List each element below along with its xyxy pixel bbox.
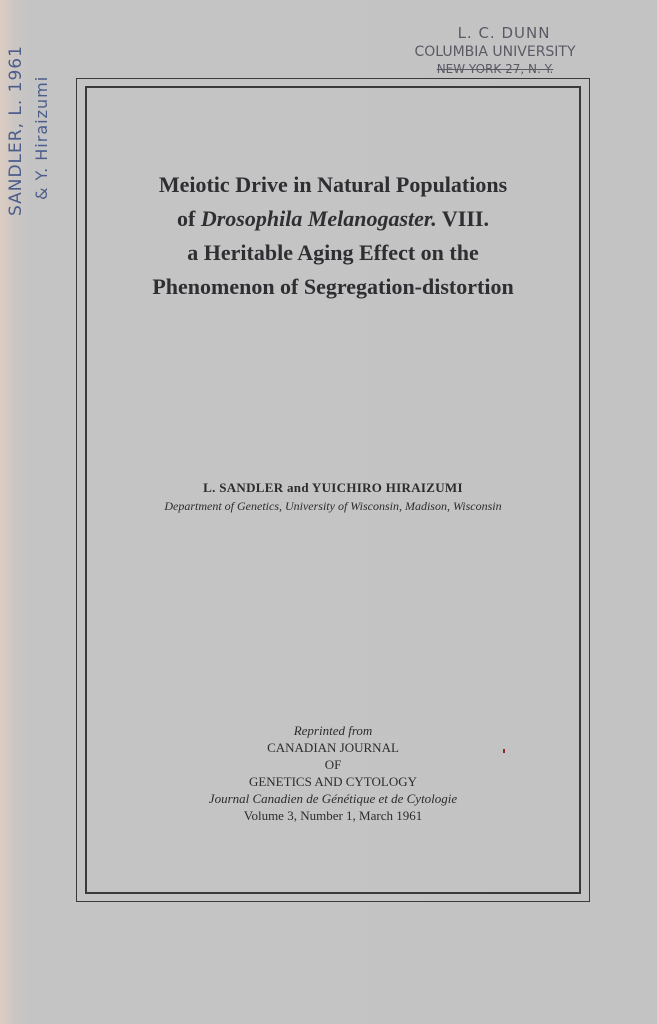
title-species: Drosophila Melanogaster. (200, 206, 437, 231)
journal-french-name: Journal Canadien de Génétique et de Cytologie (208, 791, 458, 806)
title-line-2-prefix: of (177, 206, 201, 231)
ink-mark (503, 749, 505, 753)
reprinted-from: Reprinted from (293, 723, 373, 738)
authors: L. SANDLER and YUICHIRO HIRAIZUMI (203, 480, 463, 495)
journal-name-line-2: OF (324, 757, 342, 772)
volume-info: Volume 3, Number 1, March 1961 (243, 808, 423, 823)
title-line-1: Meiotic Drive in Natural Populations (158, 172, 508, 197)
library-stamp (395, 26, 595, 75)
paper-title (85, 168, 581, 304)
affiliation: Department of Genetics, University of Wisconsin, Madison, Wisconsin (164, 499, 502, 513)
reprint-info (85, 722, 581, 824)
title-line-3: a Heritable Aging Effect on the (187, 240, 479, 265)
title-line-2-suffix: VIII. (436, 206, 489, 231)
title-line-4: Phenomenon of Segregation-distortion (152, 274, 514, 299)
handwritten-note-author-year: SANDLER, L. 1961 (6, 45, 26, 216)
stamp-city: NEW YORK 27, N. Y. (436, 62, 554, 76)
title-line-2 (85, 202, 581, 236)
journal-name-line-3: GENETICS AND CYTOLOGY (248, 774, 418, 789)
stamp-university: COLUMBIA UNIVERSITY (414, 44, 576, 60)
journal-name-line-1: CANADIAN JOURNAL (267, 740, 399, 755)
stamp-name: L. C. DUNN (457, 24, 551, 42)
handwritten-note-coauthor: & Y. Hiraizumi (32, 75, 51, 200)
